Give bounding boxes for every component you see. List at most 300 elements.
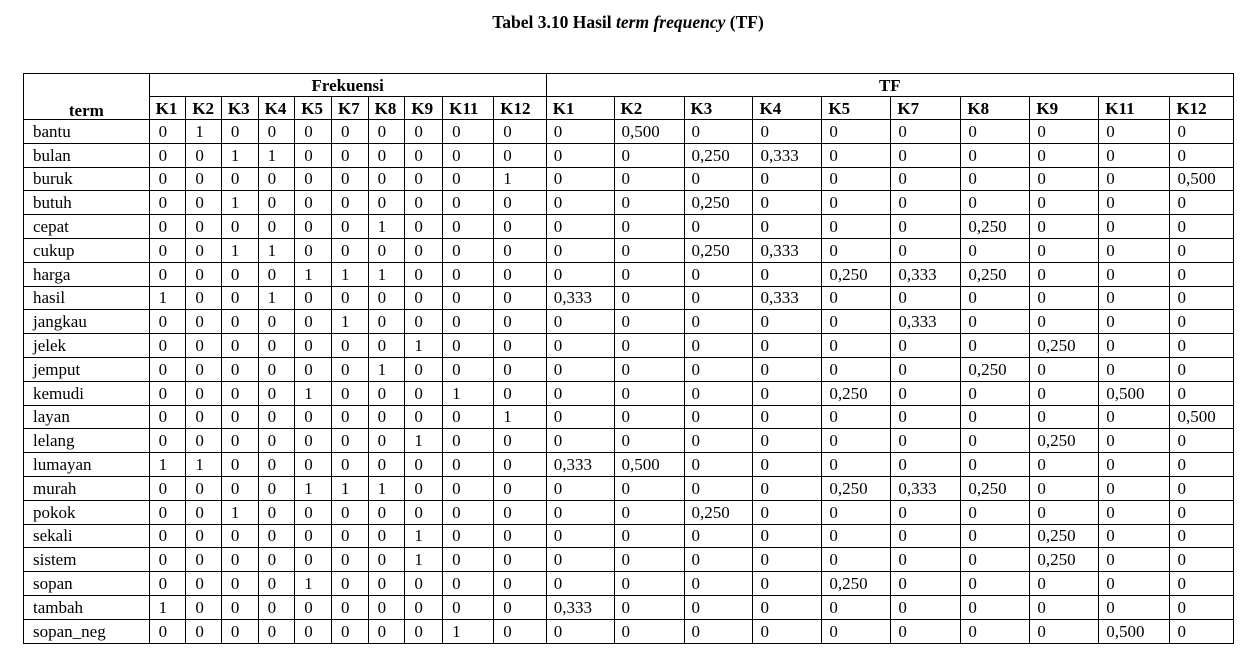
tf-cell: 0 (1099, 334, 1170, 358)
freq-cell: 0 (221, 595, 258, 619)
tf-cell: 0 (1030, 453, 1099, 477)
freq-cell: 0 (258, 381, 295, 405)
tf-cell: 0 (891, 357, 961, 381)
tf-cell: 0,250 (822, 572, 891, 596)
table-row (24, 500, 1234, 524)
freq-cell: 0 (186, 381, 222, 405)
tf-cell: 0 (684, 548, 753, 572)
term-cell: cukup (24, 238, 150, 262)
freq-cell: 0 (368, 548, 405, 572)
freq-cell: 0 (494, 500, 546, 524)
tf-cell: 0 (684, 619, 753, 643)
freq-cell: 0 (494, 524, 546, 548)
freq-cell: 0 (331, 120, 368, 144)
tf-cell: 0 (684, 453, 753, 477)
freq-col-header: K9 (405, 97, 443, 120)
table-row (24, 262, 1234, 286)
freq-cell: 1 (331, 310, 368, 334)
term-cell: hasil (24, 286, 150, 310)
tf-cell: 0 (1099, 595, 1170, 619)
freq-cell: 0 (331, 357, 368, 381)
tf-cell: 0 (961, 429, 1030, 453)
freq-cell: 0 (258, 405, 295, 429)
freq-cell: 0 (405, 167, 443, 191)
tf-cell: 0 (684, 120, 753, 144)
freq-cell: 0 (149, 500, 186, 524)
tf-cell: 0,250 (822, 262, 891, 286)
tf-col-header: K4 (753, 97, 822, 120)
freq-cell: 0 (331, 548, 368, 572)
caption-suffix: (TF) (725, 12, 764, 32)
freq-cell: 0 (295, 595, 332, 619)
term-cell: lelang (24, 429, 150, 453)
frequency-group-header: Frekuensi (149, 74, 546, 97)
freq-cell: 0 (258, 548, 295, 572)
freq-cell: 1 (331, 262, 368, 286)
tf-cell: 0 (753, 405, 822, 429)
freq-cell: 0 (494, 120, 546, 144)
freq-cell: 0 (405, 191, 443, 215)
tf-cell: 0 (546, 262, 614, 286)
freq-cell: 0 (405, 357, 443, 381)
tf-cell: 0 (614, 143, 684, 167)
tf-cell: 0 (1170, 310, 1234, 334)
tf-col-header: K8 (961, 97, 1030, 120)
tf-cell: 0 (684, 215, 753, 239)
freq-cell: 0 (405, 215, 443, 239)
tf-cell: 0 (1170, 381, 1234, 405)
freq-cell: 0 (494, 619, 546, 643)
term-cell: buruk (24, 167, 150, 191)
tf-cell: 0 (1099, 310, 1170, 334)
tf-cell: 0 (684, 286, 753, 310)
freq-cell: 0 (405, 381, 443, 405)
tf-cell: 0 (1099, 143, 1170, 167)
freq-cell: 0 (331, 619, 368, 643)
tf-cell: 0 (1099, 238, 1170, 262)
freq-cell: 0 (258, 453, 295, 477)
tf-cell: 0 (546, 572, 614, 596)
freq-cell: 0 (405, 310, 443, 334)
freq-cell: 0 (443, 191, 494, 215)
tf-cell: 0 (961, 143, 1030, 167)
freq-cell: 0 (331, 215, 368, 239)
table-row (24, 120, 1234, 144)
freq-cell: 1 (494, 405, 546, 429)
freq-cell: 0 (494, 357, 546, 381)
freq-col-header: K12 (494, 97, 546, 120)
freq-cell: 0 (295, 215, 332, 239)
tf-cell: 0 (822, 286, 891, 310)
tf-cell: 0 (614, 215, 684, 239)
tf-cell: 0 (1099, 120, 1170, 144)
freq-cell: 0 (443, 120, 494, 144)
tf-col-header: K9 (1030, 97, 1099, 120)
freq-cell: 0 (443, 405, 494, 429)
freq-cell: 0 (331, 595, 368, 619)
freq-cell: 0 (258, 167, 295, 191)
tf-cell: 0,250 (961, 262, 1030, 286)
tf-cell: 0 (1170, 619, 1234, 643)
tf-cell: 0 (546, 381, 614, 405)
freq-cell: 0 (494, 572, 546, 596)
freq-cell: 0 (149, 167, 186, 191)
tf-cell: 0 (753, 548, 822, 572)
tf-cell: 0 (753, 310, 822, 334)
freq-cell: 0 (405, 262, 443, 286)
caption-prefix: Tabel 3.10 Hasil (492, 12, 617, 32)
freq-cell: 0 (186, 476, 222, 500)
freq-cell: 0 (221, 548, 258, 572)
table-row (24, 167, 1234, 191)
freq-cell: 0 (443, 238, 494, 262)
freq-cell: 0 (149, 191, 186, 215)
tf-cell: 0 (546, 334, 614, 358)
tf-cell: 0 (961, 524, 1030, 548)
tf-cell: 0 (822, 167, 891, 191)
tf-cell: 0 (961, 619, 1030, 643)
tf-cell: 0 (961, 334, 1030, 358)
freq-cell: 0 (221, 619, 258, 643)
tf-cell: 0 (961, 500, 1030, 524)
freq-cell: 0 (258, 191, 295, 215)
freq-cell: 0 (149, 429, 186, 453)
tf-cell: 0 (684, 381, 753, 405)
freq-cell: 0 (443, 357, 494, 381)
freq-cell: 1 (368, 262, 405, 286)
freq-cell: 0 (494, 143, 546, 167)
tf-cell: 0 (1170, 453, 1234, 477)
freq-cell: 1 (295, 381, 332, 405)
freq-col-header: K5 (295, 97, 332, 120)
freq-cell: 0 (186, 619, 222, 643)
term-cell: cepat (24, 215, 150, 239)
freq-cell: 0 (221, 310, 258, 334)
tf-cell: 0 (1170, 215, 1234, 239)
freq-cell: 0 (331, 405, 368, 429)
freq-cell: 1 (331, 476, 368, 500)
freq-cell: 1 (295, 262, 332, 286)
tf-cell: 0,250 (1030, 524, 1099, 548)
tf-cell: 0 (753, 619, 822, 643)
tf-cell: 0 (614, 191, 684, 215)
freq-col-header: K3 (221, 97, 258, 120)
tf-cell: 0 (891, 524, 961, 548)
tf-cell: 0 (822, 548, 891, 572)
tf-cell: 0 (684, 595, 753, 619)
term-cell: layan (24, 405, 150, 429)
tf-cell: 0,500 (614, 453, 684, 477)
tf-cell: 0 (1030, 310, 1099, 334)
tf-col-header: K2 (614, 97, 684, 120)
tf-cell: 0 (614, 548, 684, 572)
table-row (24, 572, 1234, 596)
freq-cell: 0 (186, 238, 222, 262)
tf-cell: 0,333 (753, 143, 822, 167)
tf-cell: 0 (1170, 548, 1234, 572)
tf-cell: 0 (684, 572, 753, 596)
freq-col-header: K2 (186, 97, 222, 120)
freq-cell: 1 (149, 595, 186, 619)
freq-cell: 0 (443, 500, 494, 524)
freq-cell: 0 (186, 357, 222, 381)
freq-cell: 0 (405, 595, 443, 619)
tf-cell: 0 (546, 524, 614, 548)
freq-cell: 1 (405, 548, 443, 572)
tf-cell: 0 (546, 405, 614, 429)
tf-cell: 0 (1099, 524, 1170, 548)
freq-cell: 0 (295, 453, 332, 477)
term-cell: jemput (24, 357, 150, 381)
freq-cell: 0 (331, 524, 368, 548)
freq-cell: 0 (368, 595, 405, 619)
term-cell: tambah (24, 595, 150, 619)
tf-cell: 0 (961, 453, 1030, 477)
freq-cell: 0 (221, 357, 258, 381)
tf-cell: 0 (753, 595, 822, 619)
table-row (24, 619, 1234, 643)
tf-col-header: K7 (891, 97, 961, 120)
freq-cell: 0 (258, 476, 295, 500)
tf-cell: 0 (961, 167, 1030, 191)
freq-cell: 1 (258, 143, 295, 167)
freq-cell: 0 (186, 595, 222, 619)
freq-cell: 0 (258, 619, 295, 643)
tf-cell: 0 (546, 476, 614, 500)
table-body (24, 120, 1234, 644)
tf-cell: 0 (753, 500, 822, 524)
tf-cell: 0 (1170, 357, 1234, 381)
term-cell: sekali (24, 524, 150, 548)
table-row (24, 429, 1234, 453)
freq-cell: 0 (295, 238, 332, 262)
freq-cell: 1 (295, 476, 332, 500)
freq-cell: 0 (368, 120, 405, 144)
tf-cell: 0 (961, 381, 1030, 405)
freq-col-header: K4 (258, 97, 295, 120)
term-cell: sopan_neg (24, 619, 150, 643)
term-cell: murah (24, 476, 150, 500)
freq-cell: 0 (405, 476, 443, 500)
tf-cell: 0,250 (1030, 429, 1099, 453)
tf-cell: 0 (822, 357, 891, 381)
tf-cell: 0 (753, 191, 822, 215)
freq-cell: 0 (295, 120, 332, 144)
tf-cell: 0,250 (961, 215, 1030, 239)
tf-cell: 0 (891, 143, 961, 167)
tf-cell: 0,333 (891, 310, 961, 334)
tf-cell: 0 (546, 310, 614, 334)
tf-cell: 0 (961, 286, 1030, 310)
tf-cell: 0 (684, 262, 753, 286)
freq-cell: 0 (258, 120, 295, 144)
tf-cell: 0 (753, 120, 822, 144)
freq-cell: 0 (149, 619, 186, 643)
tf-cell: 0,333 (753, 238, 822, 262)
tf-cell: 0 (822, 524, 891, 548)
table-row (24, 286, 1234, 310)
term-cell: harga (24, 262, 150, 286)
freq-cell: 0 (221, 429, 258, 453)
freq-cell: 0 (443, 429, 494, 453)
freq-cell: 0 (331, 500, 368, 524)
freq-cell: 1 (221, 500, 258, 524)
tf-cell: 0 (1170, 476, 1234, 500)
freq-cell: 0 (443, 310, 494, 334)
freq-cell: 0 (295, 334, 332, 358)
table-row (24, 310, 1234, 334)
tf-cell: 0 (614, 262, 684, 286)
freq-cell: 1 (368, 215, 405, 239)
freq-cell: 0 (186, 548, 222, 572)
freq-cell: 0 (295, 524, 332, 548)
freq-cell: 0 (443, 548, 494, 572)
freq-cell: 0 (221, 215, 258, 239)
tf-cell: 0 (614, 238, 684, 262)
freq-cell: 1 (405, 524, 443, 548)
freq-cell: 0 (494, 191, 546, 215)
tf-cell: 0 (891, 334, 961, 358)
freq-cell: 0 (494, 548, 546, 572)
freq-cell: 1 (443, 619, 494, 643)
term-cell: kemudi (24, 381, 150, 405)
tf-cell: 0,250 (961, 476, 1030, 500)
tf-cell: 0 (1099, 429, 1170, 453)
term-cell: pokok (24, 500, 150, 524)
freq-cell: 0 (331, 429, 368, 453)
freq-cell: 0 (494, 381, 546, 405)
tf-cell: 0 (891, 191, 961, 215)
freq-cell: 0 (443, 572, 494, 596)
tf-cell: 0 (1099, 500, 1170, 524)
freq-cell: 0 (149, 548, 186, 572)
tf-cell: 0 (822, 215, 891, 239)
tf-cell: 0 (614, 500, 684, 524)
tf-cell: 0 (753, 476, 822, 500)
tf-cell: 0 (891, 215, 961, 239)
tf-cell: 0 (822, 429, 891, 453)
tf-cell: 0 (1099, 548, 1170, 572)
freq-cell: 0 (221, 334, 258, 358)
freq-cell: 0 (443, 215, 494, 239)
tf-cell: 0 (614, 286, 684, 310)
freq-cell: 0 (186, 429, 222, 453)
freq-cell: 1 (258, 286, 295, 310)
tf-cell: 0 (1099, 262, 1170, 286)
freq-cell: 0 (368, 167, 405, 191)
freq-cell: 0 (149, 120, 186, 144)
tf-cell: 0,250 (684, 143, 753, 167)
term-cell: lumayan (24, 453, 150, 477)
freq-cell: 0 (295, 405, 332, 429)
tf-cell: 0 (546, 120, 614, 144)
table-row (24, 595, 1234, 619)
freq-cell: 0 (443, 167, 494, 191)
freq-cell: 0 (331, 143, 368, 167)
tf-cell: 0,250 (961, 357, 1030, 381)
tf-cell: 0 (1030, 262, 1099, 286)
tf-cell: 0 (684, 405, 753, 429)
freq-cell: 1 (405, 429, 443, 453)
freq-cell: 0 (221, 381, 258, 405)
tf-cell: 0 (1170, 429, 1234, 453)
tf-cell: 0 (961, 572, 1030, 596)
table-row (24, 143, 1234, 167)
tf-cell: 0 (684, 476, 753, 500)
table-row (24, 524, 1234, 548)
freq-cell: 0 (331, 238, 368, 262)
tf-cell: 0 (684, 167, 753, 191)
freq-cell: 1 (443, 381, 494, 405)
tf-cell: 0,333 (546, 286, 614, 310)
freq-cell: 0 (186, 310, 222, 334)
freq-cell: 0 (405, 143, 443, 167)
tf-cell: 0 (961, 310, 1030, 334)
freq-cell: 0 (186, 191, 222, 215)
freq-cell: 0 (443, 262, 494, 286)
tf-cell: 0 (822, 120, 891, 144)
tf-cell: 0 (614, 167, 684, 191)
freq-cell: 1 (221, 143, 258, 167)
tf-cell: 0 (614, 357, 684, 381)
tf-cell: 0 (614, 524, 684, 548)
table-row (24, 405, 1234, 429)
freq-cell: 0 (443, 524, 494, 548)
freq-cell: 0 (368, 453, 405, 477)
freq-cell: 0 (443, 286, 494, 310)
tf-cell: 0,333 (546, 453, 614, 477)
freq-cell: 0 (258, 595, 295, 619)
tf-cell: 0 (546, 238, 614, 262)
tf-cell: 0 (1099, 572, 1170, 596)
tf-cell: 0 (1030, 167, 1099, 191)
tf-cell: 0,250 (1030, 548, 1099, 572)
freq-cell: 0 (443, 334, 494, 358)
freq-cell: 0 (186, 334, 222, 358)
freq-cell: 0 (331, 191, 368, 215)
tf-cell: 0 (1030, 572, 1099, 596)
tf-cell: 0 (614, 429, 684, 453)
tf-cell: 0 (1030, 120, 1099, 144)
freq-cell: 0 (258, 524, 295, 548)
tf-cell: 0 (822, 310, 891, 334)
tf-cell: 0 (614, 405, 684, 429)
tf-cell: 0 (684, 357, 753, 381)
tf-cell: 0,250 (822, 476, 891, 500)
table-row (24, 357, 1234, 381)
freq-cell: 1 (405, 334, 443, 358)
tf-cell: 0,500 (614, 120, 684, 144)
tf-cell: 0 (614, 381, 684, 405)
tf-cell: 0,250 (684, 191, 753, 215)
tf-cell: 0 (1030, 143, 1099, 167)
freq-cell: 0 (258, 429, 295, 453)
tf-cell: 0,500 (1170, 405, 1234, 429)
tf-cell: 0 (1099, 167, 1170, 191)
tf-col-header: K5 (822, 97, 891, 120)
freq-cell: 0 (494, 310, 546, 334)
tf-cell: 0 (1030, 381, 1099, 405)
tf-cell: 0 (1170, 143, 1234, 167)
table-row (24, 334, 1234, 358)
freq-cell: 0 (258, 215, 295, 239)
freq-cell: 0 (149, 572, 186, 596)
freq-col-header: K7 (331, 97, 368, 120)
freq-cell: 0 (186, 215, 222, 239)
freq-cell: 0 (149, 262, 186, 286)
freq-cell: 0 (149, 524, 186, 548)
tf-cell: 0 (546, 143, 614, 167)
